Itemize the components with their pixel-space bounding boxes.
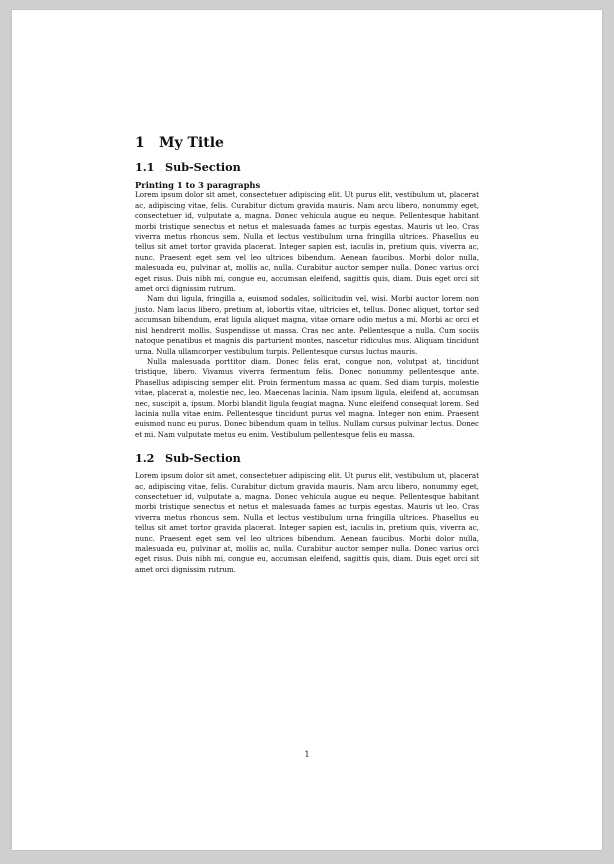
paragraph-heading: Printing 1 to 3 paragraphs [135, 180, 261, 190]
subsection-title-2: Sub-Section [165, 451, 241, 466]
subsection-number-2: 1.2 [135, 451, 155, 466]
subsection-title-1: Sub-Section [165, 160, 241, 174]
section-title: My Title [159, 135, 224, 151]
page-content [135, 133, 479, 575]
section-number: 1 [135, 135, 145, 151]
subsection-heading-2 [135, 450, 479, 466]
section-heading [135, 133, 479, 153]
body-paragraph: Lorem ipsum dolor sit amet, consectetuer adipiscing elit. Ut purus elit, vestibulum ut, placerat ac, adipiscing vitae, felis. Curabitur dictum gravida mauris. Nam arcu libero, nonummy eget, consectetuer id, vulputate a, magna. Donec vehicula augue eu neque. Pellentesque habitant morbi tristique senectus et netus et malesuada fames ac turpis egestas. Mauris ut leo. Cras viverra metus rhoncus sem. Nulla et lectus vestibulum urna fringilla ultrices. Phasellus eu tellus sit amet tortor gravida placerat. Integer sapien est, iaculis in, pretium quis, viverra ac, nunc. Praesent eget sem vel leo ultrices bibendum. Aenean faucibus. Morbi dolor nulla, malesuada eu, pulvinar at, mollis ac, nulla. Curabitur auctor semper nulla. Donec varius orci eget risus. Duis nibh mi, congue eu, accumsan eleifend, sagittis quis, diam. Duis eget orci sit amet orci dignissim rutrum. [135, 190, 479, 294]
body-paragraph: Lorem ipsum dolor sit amet, consectetuer adipiscing elit. Ut purus elit, vestibulum ut, placerat ac, adipiscing vitae, felis. Curabitur dictum gravida mauris. Nam arcu libero, nonummy eget, consectetuer id, vulputate a, magna. Donec vehicula augue eu neque. Pellentesque habitant morbi tristique senectus et netus et malesuada fames ac turpis egestas. Mauris ut leo. Cras viverra metus rhoncus sem. Nulla et lectus vestibulum urna fringilla ultrices. Phasellus eu tellus sit amet tortor gravida placerat. Integer sapien est, iaculis in, pretium quis, viverra ac, nunc. Praesent eget sem vel leo ultrices bibendum. Aenean faucibus. Morbi dolor nulla, malesuada eu, pulvinar at, mollis ac, nulla. Curabitur auctor semper nulla. Donec varius orci eget risus. Duis nibh mi, congue eu, accumsan eleifend, sagittis quis, diam. Duis eget orci sit amet orci dignissim rutrum. [135, 471, 479, 574]
body-paragraph: Nulla malesuada porttitor diam. Donec felis erat, congue non, volutpat at, tincidunt tristique, libero. Vivamus viverra fermentum felis. Donec nonummy pellentesque ante. Phasellus adipiscing semper elit. Proin fermentum massa ac quam. Sed diam turpis, molestie vitae, placerat a, molestie nec, leo. Maecenas lacinia. Nam ipsum ligula, eleifend at, accumsan nec, suscipit a, ipsum. Morbi blandit ligula feugiat magna. Nunc eleifend consequat lorem. Sed lacinia nulla vitae enim. Pellentesque tincidunt purus vel magna. Integer non enim. Praesent euismod nunc eu purus. Donec bibendum quam in tellus. Nullam cursus pulvinar lectus. Donec et mi. Nam vulputate metus eu enim. Vestibulum pellentesque felis eu massa. [135, 356, 479, 439]
page-number: 1 [304, 750, 310, 759]
document-page [12, 10, 602, 850]
subsection-number-1: 1.1 [135, 160, 155, 174]
body-paragraph: Nam dui ligula, fringilla a, euismod sodales, sollicitudin vel, wisi. Morbi auctor lorem non justo. Nam lacus libero, pretium at, lobortis vitae, ultricies et, tellus. Donec aliquet, tortor sed accumsan bibendum, erat ligula aliquet magna, vitae ornare odio metus a mi. Morbi ac orci et nisl hendrerit mollis. Suspendisse ut massa. Cras nec ante. Pellentesque a nulla. Cum sociis natoque penatibus et magnis dis parturient montes, nascetur ridiculus mus. Aliquam tincidunt urna. Nulla ullamcorper vestibulum turpis. Pellentesque cursus luctus mauris. [135, 294, 479, 356]
subsection-heading-1 [135, 159, 479, 175]
